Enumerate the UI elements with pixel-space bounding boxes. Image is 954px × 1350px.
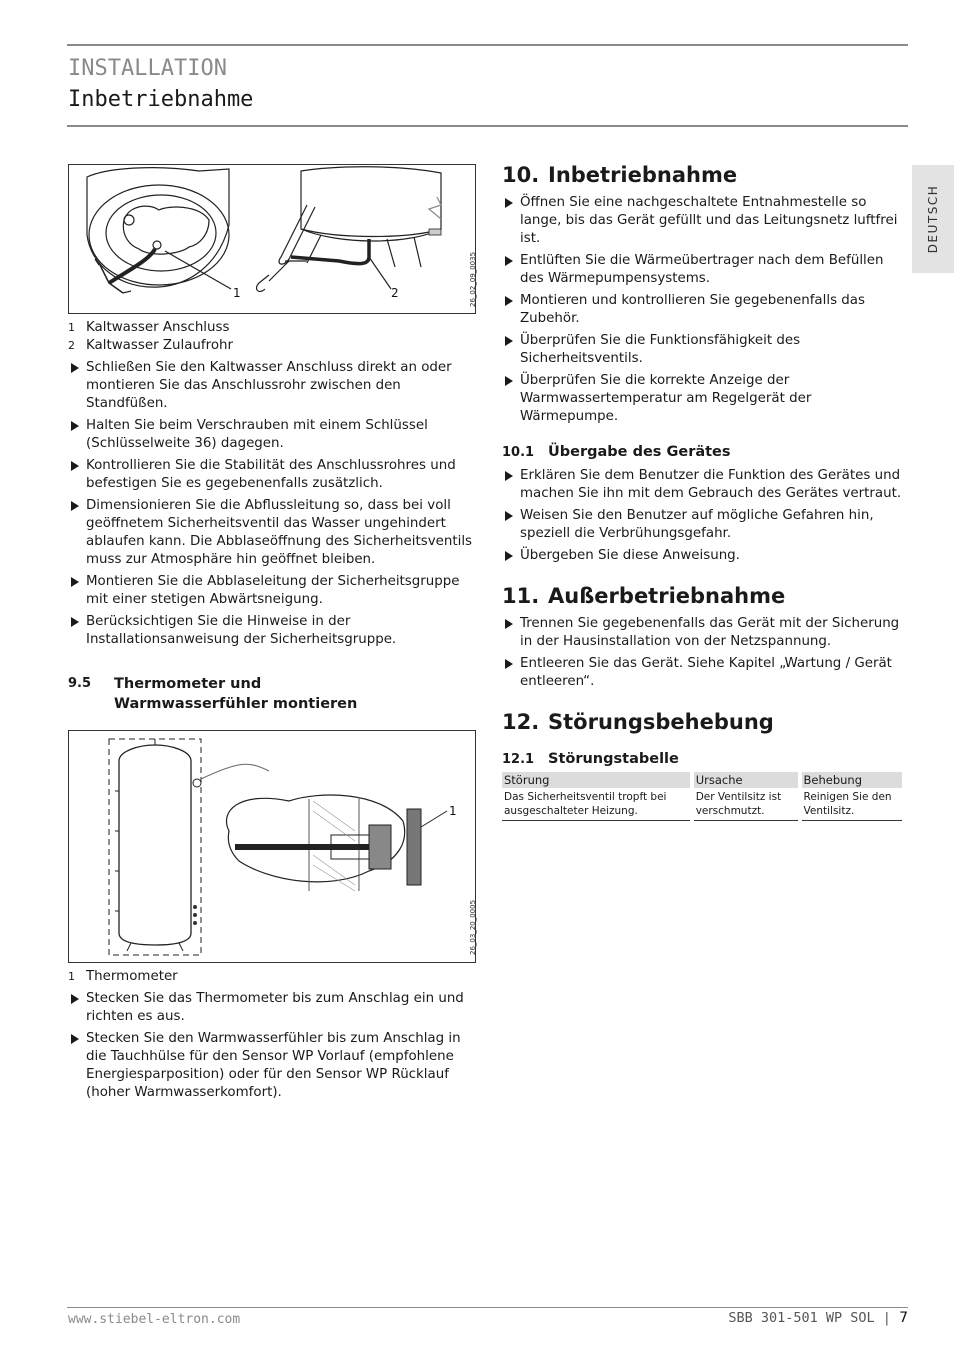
list-item: Öffnen Sie eine nachgeschaltete Entnahmestelle so lange, bis das Gerät gefüllt und das Leitungsnetz luftfrei ist. xyxy=(502,194,908,248)
bullet-list-thermometer xyxy=(68,990,476,1102)
list-item: Schließen Sie den Kaltwasser Anschluss direkt an oder montieren Sie das Anschlussrohr zwischen den Standfüßen. xyxy=(68,359,476,413)
footer-rule xyxy=(67,1307,908,1308)
table-header-cell: Ursache xyxy=(694,772,798,788)
figure1-code: 26_02_09_0035 xyxy=(469,251,477,307)
page-number: 7 xyxy=(899,1310,908,1326)
bullet-list-handover xyxy=(502,467,908,565)
legend-item: 1 Kaltwasser Anschluss xyxy=(68,320,230,335)
table-header-cell: Störung xyxy=(502,772,690,788)
header-rule-top xyxy=(67,44,908,46)
list-item: Entleeren Sie das Gerät. Siehe Kapitel „Wartung / Gerät entleeren“. xyxy=(502,655,908,691)
legend-item: 1 Thermometer xyxy=(68,969,178,984)
table-header-row xyxy=(502,772,902,788)
section-heading-10: 10. Inbetriebnahme xyxy=(502,163,738,187)
list-item: Kontrollieren Sie die Stabilität des Anschlussrohres und befestigen Sie es gegebenenfalls zusätzlich. xyxy=(68,457,476,493)
right-column xyxy=(502,160,908,821)
table-row xyxy=(502,788,902,821)
list-item: Trennen Sie gegebenenfalls das Gerät mit der Sicherung in der Hausinstallation von der Netzspannung. xyxy=(502,615,908,651)
list-item: Überprüfen Sie die korrekte Anzeige der Warmwassertemperatur am Regelgerät der Wärmepumpe. xyxy=(502,372,908,426)
figure1-callout-1: 1 xyxy=(233,286,241,300)
list-item: Erklären Sie dem Benutzer die Funktion des Gerätes und machen Sie ihn mit dem Gebrauch des Gerätes vertraut. xyxy=(502,467,908,503)
section-heading-12-1: 12.1 Störungstabelle xyxy=(502,751,679,767)
language-tab: DEUTSCH xyxy=(912,165,954,273)
list-item: Stecken Sie den Warmwasserfühler bis zum Anschlag in die Tauchhülse für den Sensor WP Vorlauf (empfohlene Energiesparposition) oder für den Sensor WP Rücklauf (hoher Warmwasserkomfort). xyxy=(68,1030,476,1102)
figure1-legend xyxy=(68,319,476,355)
list-item: Übergeben Sie diese Anweisung. xyxy=(502,547,908,565)
footer-product: SBB 301-501 WP SOL xyxy=(728,1310,875,1326)
bullet-list-decommissioning xyxy=(502,615,908,691)
list-item: Weisen Sie den Benutzer auf mögliche Gefahren hin, speziell die Verbrühungsgefahr. xyxy=(502,507,908,543)
list-item: Berücksichtigen Sie die Hinweise in der Installationsanweisung der Sicherheitsgruppe. xyxy=(68,613,476,649)
header-category: INSTALLATION xyxy=(68,56,227,81)
list-item: Dimensionieren Sie die Abflussleitung so, dass bei voll geöffnetem Sicherheitsventil das Wasser ungehindert ablaufen kann. Die Abblaseöffnung des Sicherheitsventils muss zur Atmosphäre hin geöffnet bleiben. xyxy=(68,497,476,569)
figure-cold-water-connection xyxy=(68,164,476,314)
header-rule-bottom xyxy=(67,125,908,127)
table-header-cell: Behebung xyxy=(802,772,902,788)
section-heading-10-1: 10.1 Übergabe des Gerätes xyxy=(502,444,731,460)
figure2-legend xyxy=(68,968,476,986)
troubleshooting-table xyxy=(498,772,906,821)
table-cell: Der Ventilsitz ist verschmutzt. xyxy=(694,788,798,821)
footer-separator: | xyxy=(882,1310,891,1326)
list-item: Halten Sie beim Verschrauben mit einem Schlüssel (Schlüsselweite 36) dagegen. xyxy=(68,417,476,453)
list-item: Stecken Sie das Thermometer bis zum Anschlag ein und richten es aus. xyxy=(68,990,476,1026)
section-heading-12: 12. Störungsbehebung xyxy=(502,710,774,734)
figure2-callout-1: 1 xyxy=(449,804,457,818)
section-heading-11: 11. Außerbetriebnahme xyxy=(502,584,786,608)
table-cell: Reinigen Sie den Ventilsitz. xyxy=(802,788,902,821)
section-heading-9-5: 9.5 Thermometer und Warmwasserfühler montieren xyxy=(68,676,358,712)
table-cell: Das Sicherheitsventil tropft bei ausgeschalteter Heizung. xyxy=(502,788,690,821)
thermometer-drawing xyxy=(69,731,475,962)
figure1-callout-2: 2 xyxy=(391,286,399,300)
page-title: Inbetriebnahme xyxy=(68,87,254,112)
cold-water-connection-drawing xyxy=(69,165,475,313)
legend-item: 2 Kaltwasser Zulaufrohr xyxy=(68,338,234,353)
list-item: Montieren Sie die Abblaseleitung der Sicherheitsgruppe mit einer stetigen Abwärtsneigung. xyxy=(68,573,476,609)
footer-product-page xyxy=(728,1310,908,1326)
figure2-code: 26_03_20_0005 xyxy=(469,899,477,955)
list-item: Entlüften Sie die Wärmeübertrager nach dem Befüllen des Wärmepumpensystems. xyxy=(502,252,908,288)
footer-url[interactable]: www.stiebel-eltron.com xyxy=(68,1312,241,1327)
list-item: Überprüfen Sie die Funktionsfähigkeit des Sicherheitsventils. xyxy=(502,332,908,368)
bullet-list-connection xyxy=(68,359,476,649)
bullet-list-commissioning xyxy=(502,194,908,426)
list-item: Montieren und kontrollieren Sie gegebenenfalls das Zubehör. xyxy=(502,292,908,328)
figure-thermometer xyxy=(68,730,476,963)
left-column xyxy=(68,164,476,1102)
